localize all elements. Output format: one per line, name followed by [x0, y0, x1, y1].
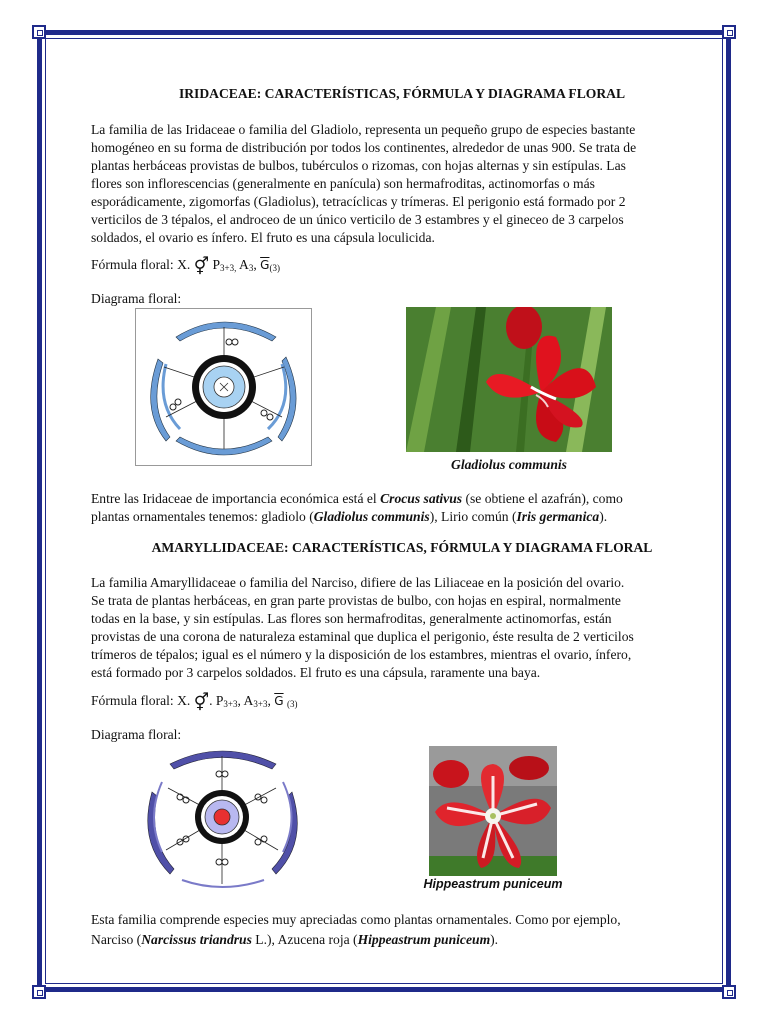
gladiolus-photo	[406, 307, 612, 452]
economic-text: (se obtiene el azafrán), como	[462, 491, 623, 506]
gladiolus-flower-image	[406, 307, 612, 452]
iridaceae-title: IRIDACEAE: CARACTERÍSTICAS, FÓRMULA Y DIAGRAMA FLORAL	[178, 86, 626, 101]
formula-gynoecium-count: (3)	[269, 263, 280, 273]
economic-text: ).	[599, 509, 608, 524]
amaryllidaceae-description	[91, 574, 713, 682]
formula-perigonium-count: 3+3,	[220, 263, 237, 273]
iridaceae-description	[91, 121, 713, 247]
amaryllidaceae-title: AMARYLLIDACEAE: CARACTERÍSTICAS, FÓRMULA Y DIAGRAMA FLORAL	[151, 540, 653, 555]
formula-gynoecium: $\overline{G}$	[260, 258, 270, 272]
description-line: La familia de las Iridaceae o familia del Gladiolo, representa un pequeño grupo de especies bastante	[91, 122, 636, 137]
description-line: homogéneo en su forma de distribución por todos los continentes, alrededor de unas 900. Se trata de	[91, 140, 637, 155]
border-corner-ornament	[722, 25, 736, 39]
description-line: La familia Amaryllidaceae o familia del Narciso, difiere de las Liliaceae en la posición del ovario.	[91, 575, 625, 590]
economic-line-2	[91, 508, 713, 526]
description-line: plantas herbáceas provistas de bulbos, tubérculos o rizomas, con hojas alternas y sin estípulas. Las	[91, 158, 626, 173]
closing-text: L.), Azucena roja (	[251, 932, 358, 947]
iridaceae-economic-paragraph	[91, 490, 713, 526]
border-corner-ornament	[722, 985, 736, 999]
formula-androecium: , A	[237, 693, 254, 708]
formula-perigonium: P	[212, 257, 221, 272]
floral-diagram-drawing	[140, 742, 305, 890]
amaryllidaceae-floral-formula: Fórmula floral: X. ⚥. $P_{3+3}$, $A_{3+3}$, $\overline{G}$ $_{(3)}$	[91, 693, 298, 713]
description-line: todas en la base, y sin estípulas. Las flores son hermafroditas, generalmente actinomorfas, están	[91, 611, 612, 626]
formula-perigonium-count: 3+3	[223, 699, 238, 709]
economic-text: ), Lirio común (	[429, 509, 517, 524]
economic-text: plantas ornamentales tenemos: gladiolo (	[91, 509, 314, 524]
hippeastrum-photo	[429, 746, 557, 876]
gladiolus-caption: Gladiolus communis	[451, 457, 567, 472]
hermaphrodite-symbol-icon: ⚥	[193, 693, 210, 713]
floral-diagram-drawing	[136, 309, 311, 465]
description-line: provistas de una corona de naturaleza estaminal que duplica el perigonio, éste resulta de 2 verticilos	[91, 629, 634, 644]
amaryllidaceae-floral-diagram	[140, 742, 305, 890]
description-line: trímeros de tépalos; igual es el número y la disposición de los estambres, mientras el ovario, ínfero,	[91, 647, 632, 662]
description-line: esporádicamente, zigomorfas (Gladiolus), tetracíclicas y trímeras. El perigonio está formado por 2	[91, 194, 626, 209]
formula-label: Fórmula floral: X.	[91, 257, 191, 272]
closing-text: ).	[490, 932, 499, 947]
closing-text: Narciso (	[91, 932, 142, 947]
hippeastrum-caption: Hippeastrum puniceum	[423, 877, 563, 891]
species-name: Crocus sativus	[380, 491, 463, 506]
formula-gynoecium-count: (3)	[286, 699, 298, 709]
border-corner-ornament	[32, 985, 46, 999]
description-line: flores son inflorescencias (generalmente en panícula) son hermafroditas, actinomorfas o más	[91, 176, 595, 191]
amaryllidaceae-diagram-label: Diagrama floral:	[91, 727, 182, 742]
formula-label: Fórmula floral: X.	[91, 693, 191, 708]
species-name: Iris germanica	[516, 509, 600, 524]
description-line: soldados, el ovario es ínfero. El fruto es una cápsula loculicida.	[91, 230, 435, 245]
formula-gynoecium: $\overline{G}$	[274, 694, 284, 708]
description-line: Se trata de plantas herbáceas, en gran parte provistas de bulbo, con hojas en espiral, normalmente	[91, 593, 621, 608]
formula-perigonium: . P	[209, 693, 224, 708]
amaryllidaceae-closing-paragraph	[91, 910, 713, 950]
species-name: Hippeastrum puniceum	[357, 932, 491, 947]
iridaceae-floral-formula: Fórmula floral: X. ⚥ $P_{3+3,}$ $A_3$, $\overline{G}_{(3)}$	[91, 257, 280, 277]
hermaphrodite-symbol-icon: ⚥	[193, 257, 210, 277]
formula-androecium-count: 3+3	[253, 699, 268, 709]
formula-androecium-count: 3	[248, 263, 254, 273]
formula-androecium: A	[239, 257, 249, 272]
economic-line-1	[91, 490, 713, 508]
border-corner-ornament	[32, 25, 46, 39]
description-line: verticilos de 3 tépalos, el androceo de un único verticilo de 3 estambres y el gineceo de 3 carpelos	[91, 212, 624, 227]
iridaceae-diagram-label: Diagrama floral:	[91, 291, 182, 306]
description-line: está formado por 3 carpelos soldados. El fruto es una cápsula, raramente una baya.	[91, 665, 541, 680]
species-name: Gladiolus communis	[313, 509, 430, 524]
closing-line-2	[91, 930, 713, 950]
species-name: Narcissus triandrus	[141, 932, 252, 947]
hippeastrum-flower-image	[429, 746, 557, 876]
closing-line-1: Esta familia comprende especies muy apreciadas como plantas ornamentales. Como por ejemplo,	[91, 912, 621, 927]
economic-text: Entre las Iridaceae de importancia económica está el	[91, 491, 381, 506]
iridaceae-floral-diagram	[135, 308, 312, 466]
